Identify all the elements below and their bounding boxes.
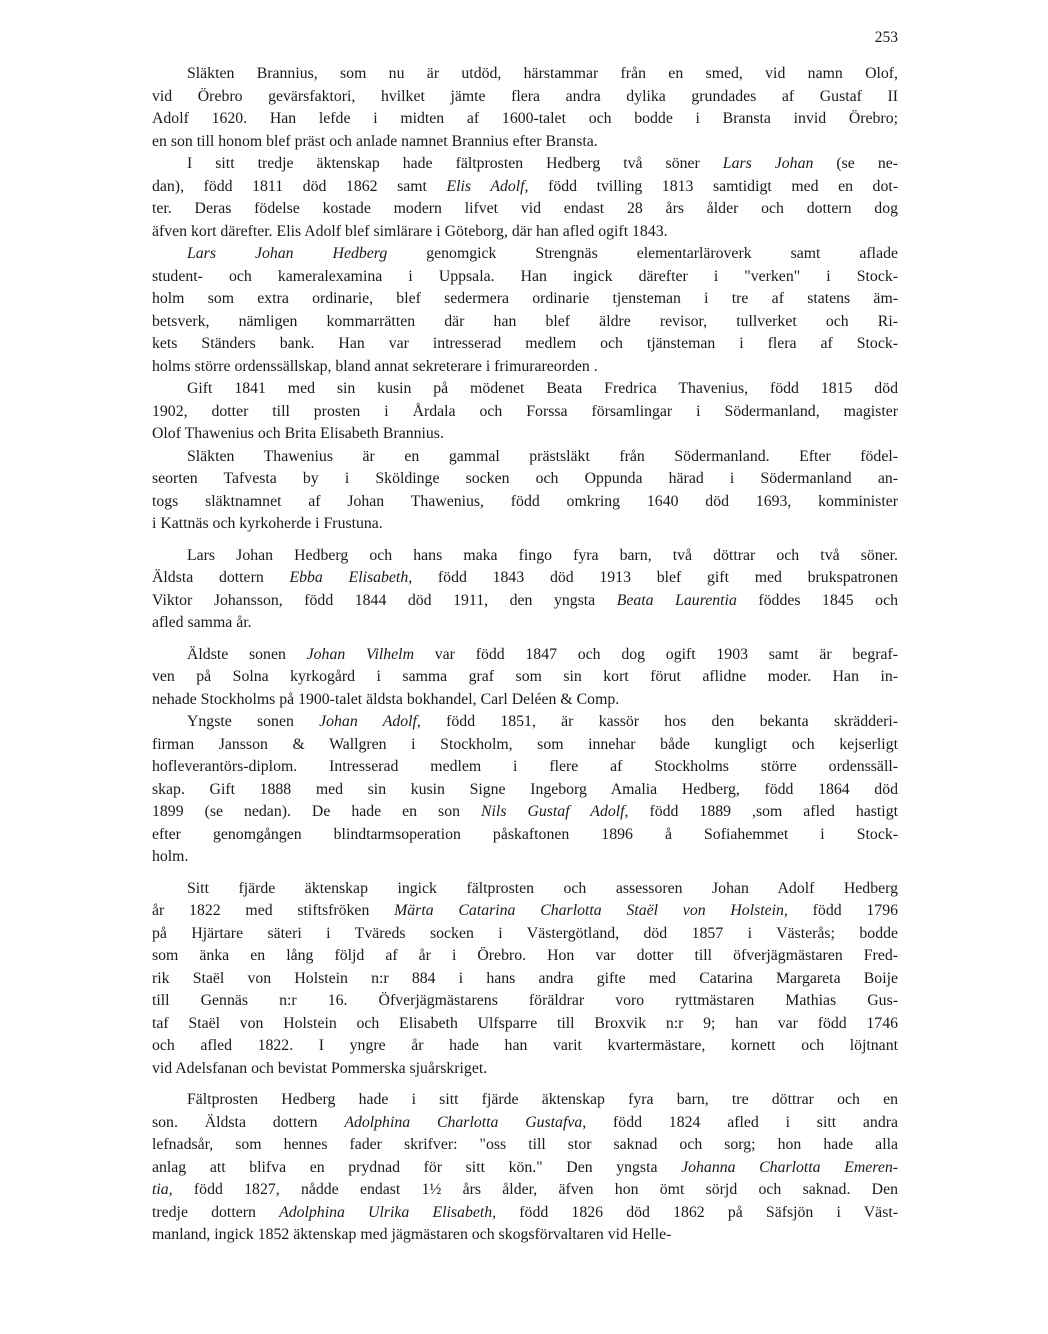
text-line: [152, 1202, 898, 1225]
italic-name: Lars Johan: [722, 155, 814, 172]
text-line: [152, 401, 898, 424]
text-run: ter. Deras födelse kostade modern lifvet vid endast 28 års ålder och dottern dog: [152, 200, 898, 217]
italic-name: Märta Catarina Charlotta Staël von Holstein,: [394, 902, 788, 919]
text-line: [152, 923, 898, 946]
text-run: en son till honom blef präst och anlade namnet Brannius efter Bransta.: [152, 132, 598, 150]
text-line: [152, 689, 898, 712]
text-run: holm.: [152, 848, 189, 865]
text-line: [152, 266, 898, 289]
text-run: firman Jansson & Wallgren i Stockholm, som innehar både kungligt och kejserligt: [152, 735, 898, 753]
text-line: [152, 108, 898, 131]
text-line: [152, 968, 898, 991]
text-run: nehade Stockholms på 1900-talet äldsta bokhandel, Carl Deléen & Comp.: [152, 690, 620, 708]
italic-name: Lars Johan Hedberg: [187, 245, 388, 262]
text-run: född 1889 ,som afled hastigt: [628, 803, 898, 820]
text-line: [152, 801, 898, 824]
text-run: manland, ingick 1852 äktenskap med jägmästaren och skogsförvaltaren vid Helle-: [152, 1226, 672, 1243]
text-run: togs släktnamnet af Johan Thawenius, född omkring 1640 död 1693, komminister: [152, 492, 898, 510]
text-run: Släkten Thawenius är en gammal prästsläkt från Södermanland. Efter födel-: [187, 447, 898, 465]
text-run: Olof Thawenius och Brita Elisabeth Brannius.: [152, 425, 444, 442]
text-run: Sitt fjärde äktenskap ingick fältprosten och assessoren Johan Adolf Hedberg: [187, 879, 898, 897]
text-run: Gift 1841 med sin kusin på mödenet Beata Fredrica Thavenius, född 1815 död: [187, 380, 898, 397]
italic-name: Johanna Charlotta Emeren-: [681, 1158, 898, 1176]
text-run: Adolf 1620. Han lefde i midten af 1600-talet och bodde i Bransta invid Örebro;: [152, 110, 898, 127]
text-line: [152, 356, 898, 379]
text-line: [152, 491, 898, 514]
text-run: var född 1847 och dog ogift 1903 samt är begraf-: [413, 645, 898, 663]
text-line: [152, 567, 898, 590]
text-run: till Gennäs n:r 16. Öfverjägmästarens föräldrar voro ryttmästaren Mathias Gus-: [152, 992, 898, 1009]
text-line: [152, 1134, 898, 1157]
text-line: [152, 1224, 898, 1247]
text-run: äfven kort därefter. Elis Adolf blef simlärare i Göteborg, där han afled ogift 1843.: [152, 222, 668, 240]
text-line: [152, 423, 898, 446]
text-run: på Hjärtare säteri i Tväreds socken i Västergötland, död 1857 i Västerås; bodde: [152, 924, 898, 942]
text-run: född 1851, är kassör hos den bekanta skrädderi-: [420, 713, 898, 730]
text-line: [152, 900, 898, 923]
text-run: Fältprosten Hedberg hade i sitt fjärde äktenskap fyra barn, tre döttrar och en: [187, 1091, 898, 1108]
text-run: dan), född 1811 död 1862 samt: [152, 177, 447, 195]
paragraph-first-line: [152, 378, 898, 401]
text-line: [152, 288, 898, 311]
text-line: [152, 311, 898, 334]
text-run: 1902, dotter till prosten i Årdala och Forssa församlingar i Södermanland, magister: [152, 402, 898, 420]
text-line: [152, 779, 898, 802]
text-run: betsverk, nämligen kommarrätten där han blef äldre revisor, tullverket och Ri-: [152, 312, 898, 330]
paragraph-first-line: [152, 644, 898, 667]
italic-name: Nils Gustaf Adolf,: [481, 803, 629, 820]
text-line: [152, 1013, 898, 1036]
text-line: [152, 756, 898, 779]
text-line: [152, 666, 898, 689]
text-line: [152, 734, 898, 757]
italic-name: Adolphina Ulrika Elisabeth,: [279, 1203, 497, 1221]
text-run: holm som extra ordinarie, blef sedermera ordinarie tjensteman i tre af statens äm-: [152, 290, 898, 307]
italic-name: tia,: [152, 1181, 173, 1198]
italic-name: Johan Vilhelm: [306, 645, 414, 663]
text-run: och afled 1822. I yngre år hade han varit kvartermästare, kornett och löjtnant: [152, 1037, 898, 1054]
text-run: vid Adelsfanan och bevistat Pommerska sjuårskriget.: [152, 1059, 488, 1077]
text-run: rik Staël von Holstein n:r 884 i hans andra gifte med Catarina Margareta Boije: [152, 969, 898, 987]
text-run: född 1824 afled i sitt andra: [586, 1113, 898, 1131]
text-run: född tvilling 1813 samtidigt med en dot-: [528, 177, 898, 195]
text-run: ven på Solna kyrkogård i samma graf som sin kort förut aflidne moder. Han in-: [152, 668, 898, 685]
text-run: föddes 1845 och: [736, 591, 898, 609]
text-run: Viktor Johansson, född 1844 död 1911, den yngsta: [152, 591, 617, 609]
text-line: [152, 590, 898, 613]
paragraph-first-line: [152, 63, 898, 86]
text-line: [152, 945, 898, 968]
paragraph-first-line: [152, 243, 898, 266]
text-run: efter genomgången blindtarmsoperation påskaftonen 1896 å Sofiahemmet i Stock-: [152, 825, 898, 843]
text-run: som änka en lång följd af år i Örebro. Hon var dotter till öfverjägmästaren Fred-: [152, 947, 898, 964]
text-line: [152, 1112, 898, 1135]
text-run: Äldste sonen: [187, 645, 307, 663]
text-line: [152, 176, 898, 199]
paragraph-first-line: [152, 545, 898, 568]
text-run: Lars Johan Hedberg och hans maka fingo fyra barn, två döttrar och två söner.: [187, 546, 898, 564]
text-run: student- och kameralexamina i Uppsala. Han ingick därefter i "verken" i Stock-: [152, 267, 898, 285]
text-run: hofleverantörs-diplom. Intresserad medlem i flere af Stockholms större ordenssäll-: [152, 758, 898, 775]
text-line: [152, 1058, 898, 1081]
paragraph-first-line: [152, 446, 898, 469]
italic-name: Johan Adolf,: [319, 713, 421, 730]
text-run: vid Örebro gevärsfaktori, hvilket jämte flera andra dylika grundades af Gustaf II: [152, 87, 898, 105]
text-run: 1899 (se nedan). De hade en son: [152, 803, 481, 820]
text-run: Äldsta dottern: [152, 569, 290, 586]
text-line: [152, 513, 898, 536]
text-line: [152, 1179, 898, 1202]
text-run: seorten Tafvesta by i Sköldinge socken och Oppunda härad i Södermanland an-: [152, 470, 898, 487]
text-run: i Kattnäs och kyrkoherde i Frustuna.: [152, 515, 383, 532]
text-run: (se ne-: [813, 155, 898, 172]
text-run: afled samma år.: [152, 614, 252, 631]
text-run: Yngste sonen: [187, 713, 320, 730]
text-run: genomgick Strengnäs elementarläroverk samt aflade: [387, 245, 898, 262]
paragraph-first-line: [152, 1089, 898, 1112]
text-line: [152, 198, 898, 221]
text-line: [152, 612, 898, 635]
text-run: anlag att blifva en prydnad för sitt kön." Den yngsta: [152, 1158, 682, 1176]
text-run: lefnadsår, som hennes fader skrifver: "oss till stor saknad och sorg; hon hade alla: [152, 1136, 898, 1153]
text-line: [152, 990, 898, 1013]
text-run: född 1843 död 1913 blef gift med brukspatronen: [412, 569, 898, 586]
text-run: född 1827, nådde endast 1½ års ålder, äfven hon ömt sörjd och saknad. Den: [172, 1181, 898, 1198]
paragraph-first-line: [152, 153, 898, 176]
text-run: född 1796: [787, 902, 898, 919]
italic-name: Ebba Elisabeth,: [289, 569, 413, 586]
italic-name: Beata Laurentia: [616, 591, 737, 609]
text-run: son. Äldsta dottern: [152, 1113, 345, 1131]
text-run: holms större ordenssällskap, bland annat sekreterare i frimurareorden .: [152, 357, 598, 375]
text-run: tredje dottern: [152, 1203, 280, 1221]
text-run: år 1822 med stiftsfröken: [152, 902, 395, 919]
text-line: [152, 468, 898, 491]
text-line: [152, 846, 898, 869]
text-line: [152, 221, 898, 244]
text-line: [152, 1035, 898, 1058]
page-number: 253: [874, 29, 898, 46]
text-run: kets Ständers bank. Han var intresserad medlem och tjänsteman i flera af Stock-: [152, 335, 898, 352]
text-run: född 1826 död 1862 på Säfsjön i Väst-: [496, 1203, 898, 1221]
text-line: [152, 824, 898, 847]
text-run: Släkten Brannius, som nu är utdöd, härstammar från en smed, vid namn Olof,: [187, 65, 898, 82]
italic-name: Adolphina Charlotta Gustafva,: [344, 1113, 587, 1131]
text-line: [152, 333, 898, 356]
body-text: [152, 63, 898, 1247]
text-run: I sitt tredje äktenskap hade fältprosten Hedberg två söner: [187, 155, 723, 172]
paragraph-first-line: [152, 878, 898, 901]
text-run: taf Staël von Holstein och Elisabeth Ulfsparre till Broxvik n:r 9; han var född 1746: [152, 1014, 898, 1032]
text-run: skap. Gift 1888 med sin kusin Signe Ingeborg Amalia Hedberg, född 1864 död: [152, 780, 898, 798]
text-line: [152, 86, 898, 109]
paragraph-first-line: [152, 711, 898, 734]
italic-name: Elis Adolf,: [446, 177, 529, 195]
text-line: [152, 131, 898, 154]
text-line: [152, 1157, 898, 1180]
